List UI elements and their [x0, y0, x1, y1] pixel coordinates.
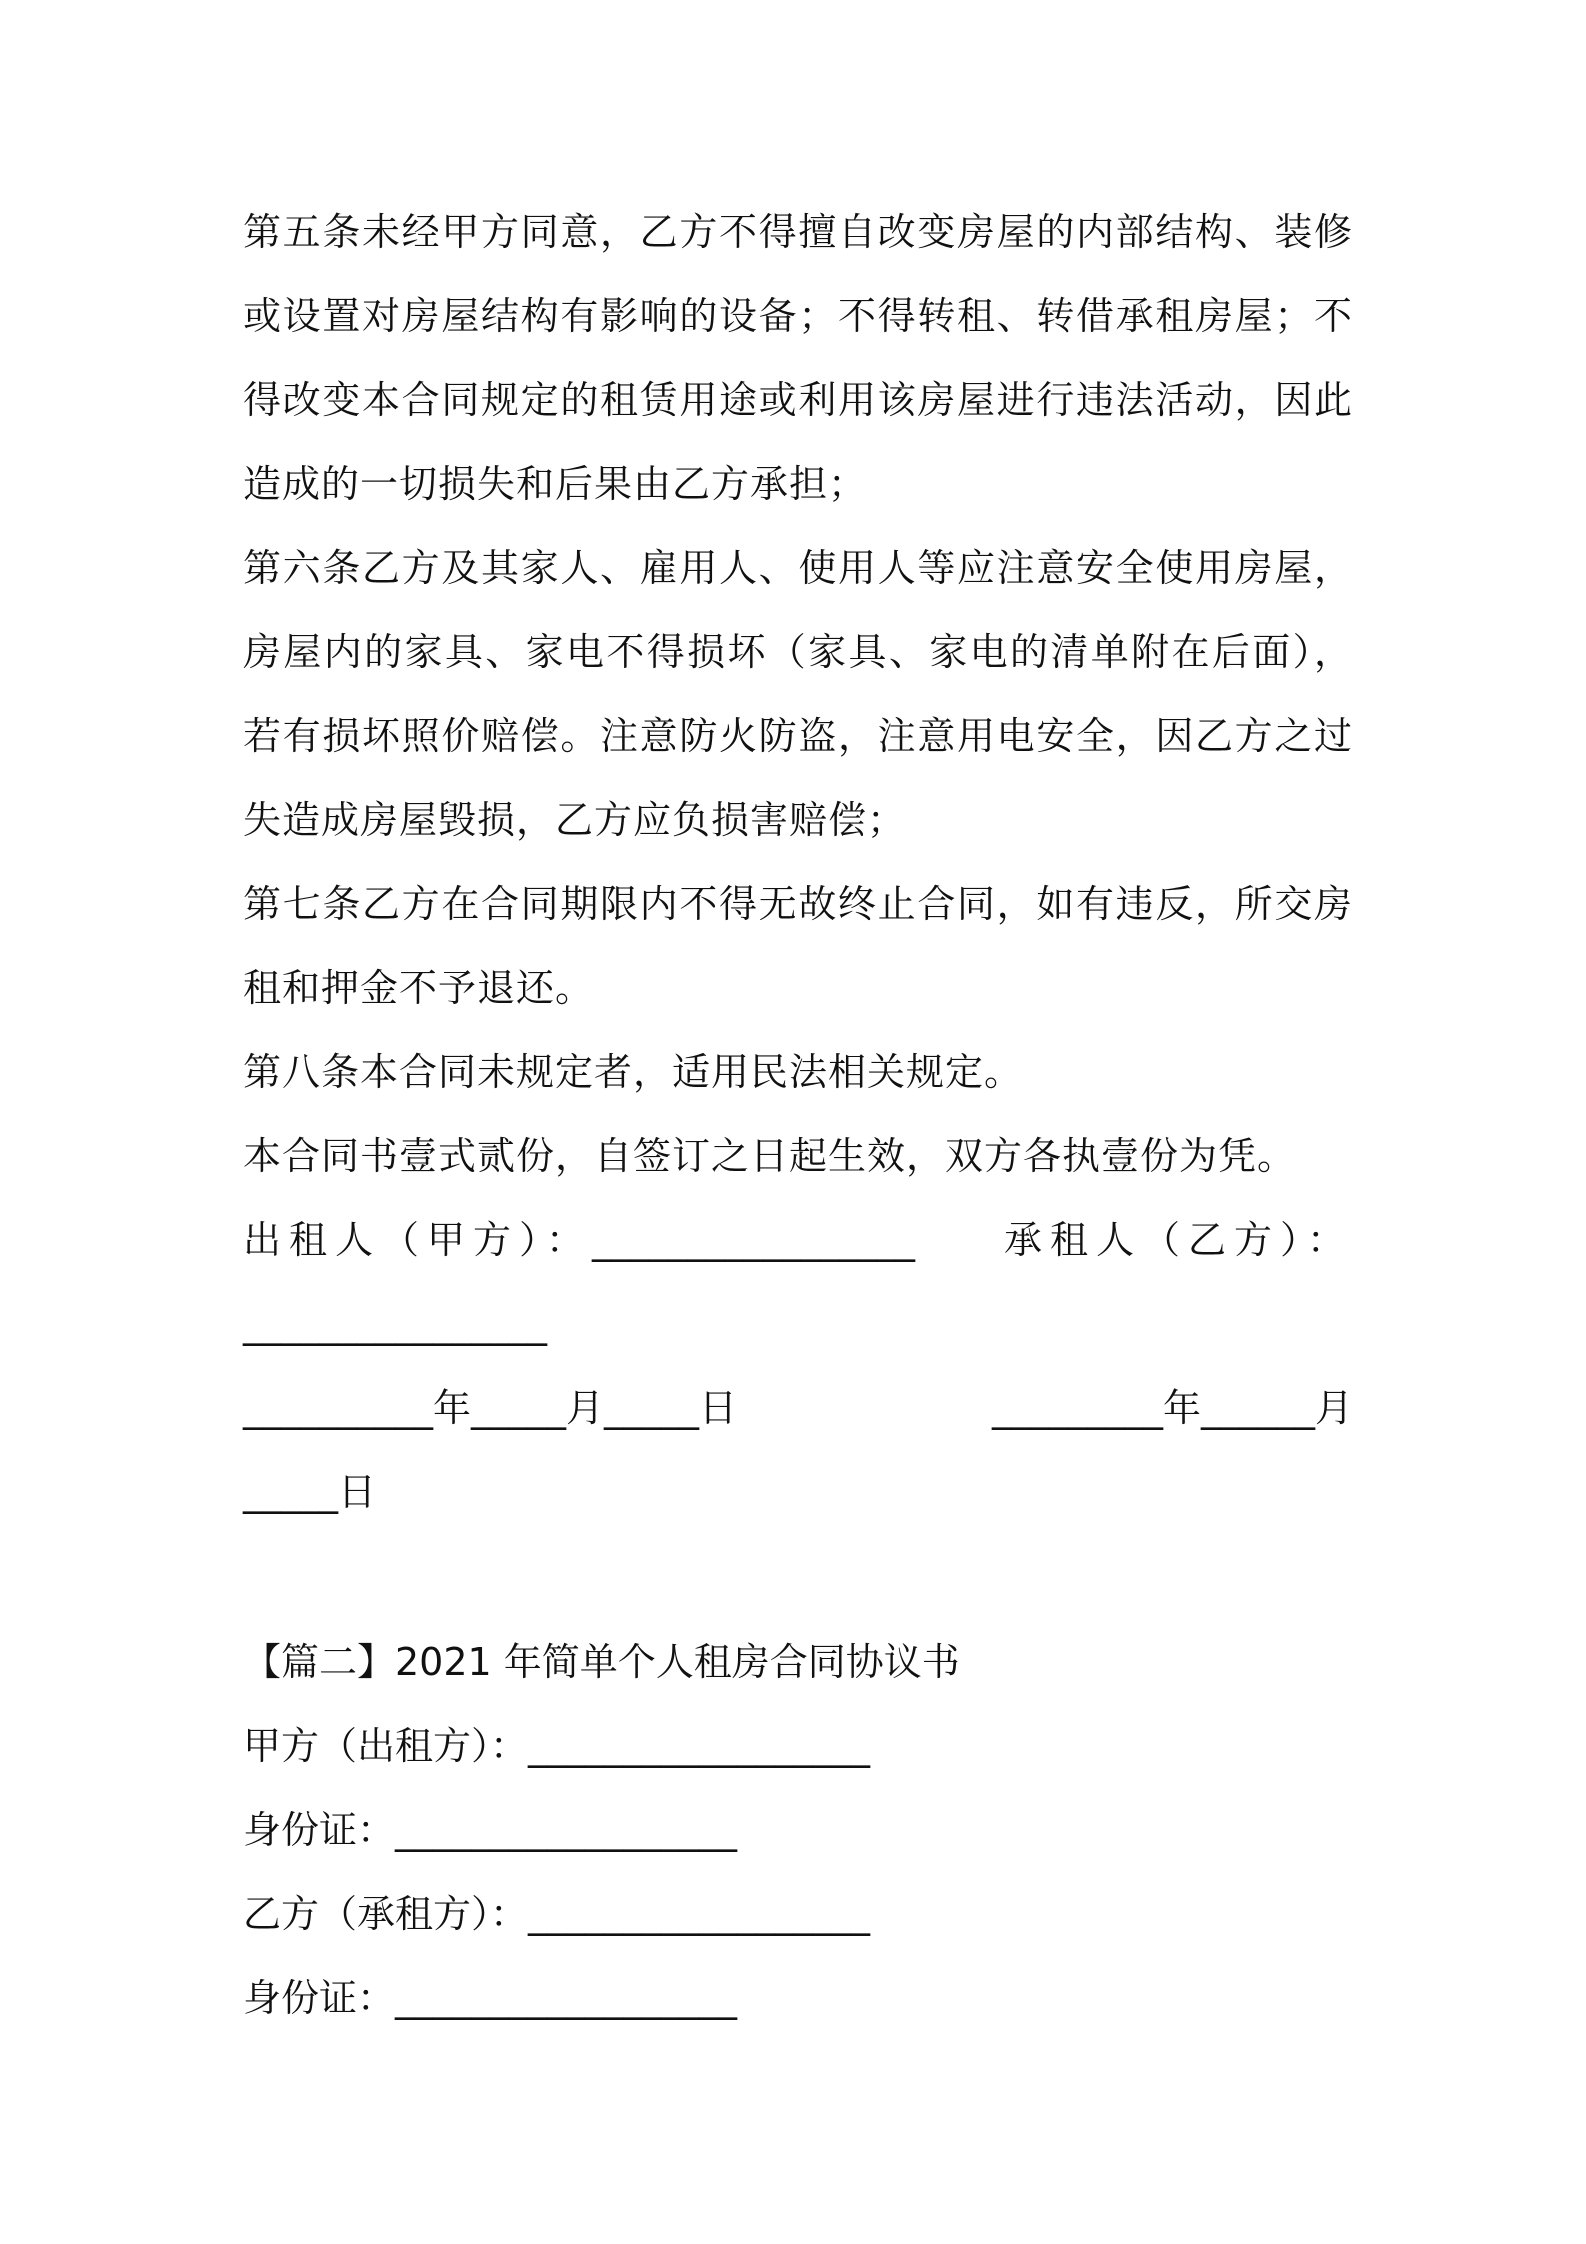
- lessor-date: __________年_____月_____日: [243, 1386, 738, 1430]
- id-b-line: 身份证：__________________: [243, 1976, 738, 2020]
- date-row: [243, 1366, 1353, 1450]
- id-a-line: 身份证：__________________: [243, 1808, 738, 1852]
- copies-statement: 本合同书壹式贰份，自签订之日起生效，双方各执壹份为凭。: [243, 1134, 1297, 1178]
- section-gap: [243, 1534, 1353, 1620]
- clause-8: 第八条本合同未规定者，适用民法相关规定。: [243, 1050, 1024, 1094]
- lessor-signature: [243, 1198, 915, 1282]
- clause-6: 第六条乙方及其家人、雇用人、使用人等应注意安全使用房屋，房屋内的家具、家电不得损坏（家具、家电的清单附在后面），若有损坏照价赔偿。注意防火防盗，注意用电安全，因乙方之过失造成房屋毁损，乙方应负损害赔偿；: [243, 546, 1353, 842]
- party-a-line: 甲方（出租方）：__________________: [243, 1724, 871, 1768]
- clause-7: 第七条乙方在合同期限内不得无故终止合同，如有违反，所交房租和押金不予退还。: [243, 882, 1353, 1010]
- lessee-label: 承租人（乙方）：: [1003, 1218, 1353, 1262]
- clause-5: 第五条未经甲方同意，乙方不得擅自改变房屋的内部结构、装修或设置对房屋结构有影响的设备；不得转租、转借承租房屋；不得改变本合同规定的租赁用途或利用该房屋进行违法活动，因此造成的一切损失和后果由乙方承担；: [243, 210, 1353, 506]
- section2-title: 【篇二】2021 年简单个人租房合同协议书: [243, 1640, 960, 1684]
- signature-row: [243, 1198, 1353, 1282]
- lessee-blank: ________________: [243, 1302, 547, 1346]
- lessor-blank: _________________: [592, 1218, 916, 1262]
- party-b-line: 乙方（承租方）：__________________: [243, 1892, 871, 1936]
- lessee-date-day: _____日: [243, 1470, 377, 1514]
- contract-page: [243, 190, 1353, 2040]
- lessee-date: _________年______月: [991, 1386, 1353, 1430]
- lessor-label: 出租人（甲方）：: [243, 1218, 593, 1262]
